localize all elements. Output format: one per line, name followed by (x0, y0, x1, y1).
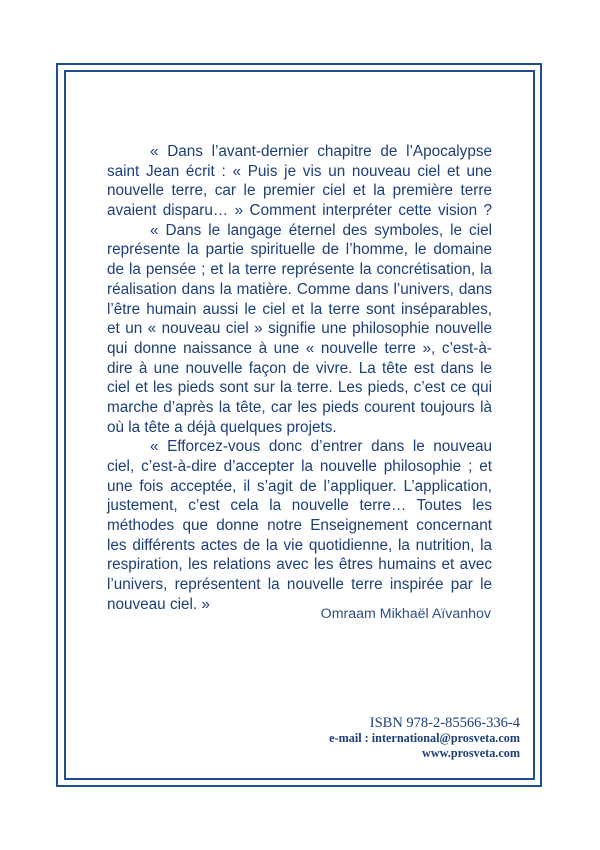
text-line: l’univers, représentent la nouvelle terre inspirée par le (107, 576, 492, 594)
email-contact: e-mail : international@prosveta.com (329, 731, 520, 745)
text-line: nouveau ciel. » (107, 595, 210, 613)
text-line: de la pensée ; et la terre représente la concrétisation, la (107, 261, 492, 279)
quote-body (107, 142, 492, 615)
text-line: dire à une nouvelle façon de vivre. La tête est dans le (107, 359, 492, 377)
text-line: respiration, les relations avec les êtres humains et avec (107, 556, 492, 574)
text-line: marche d’après la tête, car les pieds courent toujours là (107, 398, 492, 416)
text-line: représente la partie spirituelle de l’homme, le domaine (107, 241, 492, 259)
text-line: réalisation dans la matière. Comme dans l’univers, dans (107, 280, 492, 298)
text-line: nouvelle terre, car le premier ciel et la première terre (107, 182, 492, 200)
paragraph-2 (107, 221, 492, 438)
text-line: méthodes que donne notre Enseignement concernant (107, 517, 492, 535)
text-line: l’être humain aussi le ciel et la terre sont inséparables, (107, 300, 492, 318)
text-line: justement, c’est cela la nouvelle terre… Toutes les (107, 497, 492, 515)
text-line: « Efforcez-vous donc d’entrer dans le nouveau (150, 438, 492, 456)
paragraph-3 (107, 437, 492, 614)
author-name: Omraam Mikhaël Aïvanhov (320, 606, 491, 622)
text-line: ciel et les pieds sont sur la terre. Les pieds, c’est ce qui (107, 379, 492, 397)
text-line: les différents actes de la vie quotidienne, la nutrition, la (107, 536, 492, 554)
text-line: qui donne naissance à une « nouvelle terre », c’est-à- (107, 339, 492, 357)
text-line: une fois acceptée, il s’agit de l’appliquer. L’application, (107, 477, 492, 495)
text-line: et un « nouveau ciel » signifie une philosophie nouvelle (107, 320, 492, 338)
isbn-number: ISBN 978-2-85566-336-4 (369, 715, 520, 731)
website-url: www.prosveta.com (422, 745, 520, 760)
text-line: « Dans le langage éternel des symboles, le ciel (150, 221, 492, 239)
text-line: saint Jean écrit : « Puis je vis un nouveau ciel et une (107, 162, 492, 180)
paragraph-1 (107, 142, 492, 221)
text-line: ciel, c’est-à-dire d’accepter la nouvelle philosophie ; et (107, 458, 492, 475)
text-line: où la tête a déjà quelques projets. (107, 418, 337, 436)
text-line: avaient disparu… » Comment interpréter cette vision ? (107, 202, 492, 220)
colophon (260, 716, 520, 760)
text-line: « Dans l’avant-dernier chapitre de l’Apocalypse (150, 143, 492, 160)
